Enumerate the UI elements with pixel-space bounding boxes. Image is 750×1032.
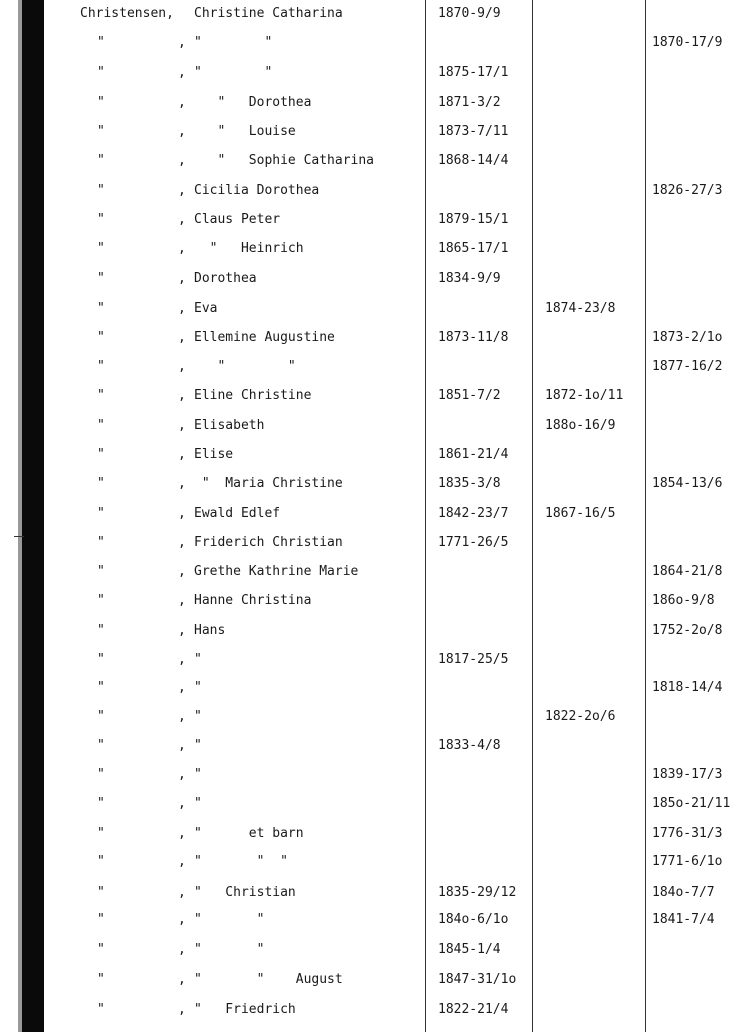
ditto-mark: " (97, 506, 105, 521)
date-col-b: 1835-3/8 (438, 476, 501, 491)
first-names: Hanne Christina (194, 593, 312, 608)
first-names: Eva (194, 301, 218, 316)
ditto-mark: " (97, 418, 105, 433)
date-col-b: 1870-9/9 (438, 6, 501, 21)
comma: , (178, 65, 186, 80)
comma: , (178, 1002, 186, 1017)
date-col-b: 1868-14/4 (438, 153, 509, 168)
ditto-mark: " (97, 1002, 105, 1017)
comma: , (178, 447, 186, 462)
first-names: " " (194, 359, 296, 374)
date-col-b: 184o-6/1o (438, 912, 509, 927)
register-row (0, 709, 750, 733)
date-col-d: 1841-7/4 (652, 912, 715, 927)
register-row (0, 183, 750, 207)
register-row (0, 912, 750, 936)
comma: , (178, 35, 186, 50)
date-col-b: 1835-29/12 (438, 885, 517, 900)
comma: , (178, 826, 186, 841)
first-names: " " (194, 35, 273, 50)
register-row (0, 652, 750, 676)
first-names: " Dorothea (194, 95, 312, 110)
register-row (0, 593, 750, 617)
first-names: Elise (194, 447, 234, 462)
first-names: " Friedrich (194, 1002, 296, 1017)
register-row (0, 680, 750, 704)
date-col-d: 1771-6/1o (652, 854, 723, 869)
date-col-b: 1822-21/4 (438, 1002, 509, 1017)
date-col-c: 1867-16/5 (545, 506, 616, 521)
register-row (0, 388, 750, 412)
first-names: " (194, 796, 202, 811)
register-row (0, 476, 750, 500)
date-col-c: 1874-23/8 (545, 301, 616, 316)
first-names: Friderich Christian (194, 535, 343, 550)
first-names: " Louise (194, 124, 296, 139)
first-names: " " (194, 942, 265, 957)
first-names: Cicilia Dorothea (194, 183, 320, 198)
first-names: " (194, 680, 202, 695)
register-row (0, 447, 750, 471)
date-col-d: 184o-7/7 (652, 885, 715, 900)
date-col-d: 1877-16/2 (652, 359, 723, 374)
first-names: " Heinrich (194, 241, 304, 256)
date-col-d: 1873-2/1o (652, 330, 723, 345)
ditto-mark: " (97, 942, 105, 957)
date-col-b: 1845-1/4 (438, 942, 501, 957)
first-names: Eline Christine (194, 388, 312, 403)
first-names: " " " (194, 854, 288, 869)
register-row (0, 972, 750, 996)
date-col-c: 1872-1o/11 (545, 388, 624, 403)
ditto-mark: " (97, 65, 105, 80)
ditto-mark: " (97, 330, 105, 345)
date-col-b: 1871-3/2 (438, 95, 501, 110)
date-col-b: 1875-17/1 (438, 65, 509, 80)
first-names: Ellemine Augustine (194, 330, 335, 345)
register-row (0, 885, 750, 909)
first-names: " (194, 767, 202, 782)
comma: , (178, 767, 186, 782)
ditto-mark: " (97, 271, 105, 286)
date-col-b: 1865-17/1 (438, 241, 509, 256)
comma: , (178, 942, 186, 957)
comma: , (178, 212, 186, 227)
comma: , (178, 535, 186, 550)
register-row (0, 212, 750, 236)
ditto-mark: " (97, 124, 105, 139)
ditto-mark: " (97, 854, 105, 869)
register-row (0, 330, 750, 354)
register-row (0, 854, 750, 878)
comma: , (178, 738, 186, 753)
first-names: Dorothea (194, 271, 257, 286)
register-row (0, 564, 750, 588)
date-col-b: 1847-31/1o (438, 972, 517, 987)
comma: , (178, 593, 186, 608)
ditto-mark: " (97, 359, 105, 374)
comma: , (178, 476, 186, 491)
ditto-mark: " (97, 388, 105, 403)
date-col-d: 186o-9/8 (652, 593, 715, 608)
ditto-mark: " (97, 241, 105, 256)
date-col-d: 1839-17/3 (652, 767, 723, 782)
comma: , (178, 330, 186, 345)
register-row (0, 124, 750, 148)
ditto-mark: " (97, 885, 105, 900)
ditto-mark: " (97, 153, 105, 168)
date-col-b: 1842-23/7 (438, 506, 509, 521)
register-row (0, 301, 750, 325)
first-names: " (194, 738, 202, 753)
first-names: " Sophie Catharina (194, 153, 375, 168)
register-row (0, 418, 750, 442)
date-col-b: 1873-11/8 (438, 330, 509, 345)
date-col-b: 1873-7/11 (438, 124, 509, 139)
date-col-d: 1776-31/3 (652, 826, 723, 841)
ditto-mark: " (97, 767, 105, 782)
register-row (0, 623, 750, 647)
first-names: " Maria Christine (194, 476, 343, 491)
ditto-mark: " (97, 183, 105, 198)
first-names: " (194, 709, 202, 724)
comma: , (178, 885, 186, 900)
comma: , (178, 709, 186, 724)
register-row (0, 826, 750, 850)
comma: , (178, 972, 186, 987)
register-row (0, 506, 750, 530)
ditto-mark: " (97, 680, 105, 695)
register-row (0, 535, 750, 559)
comma: , (178, 359, 186, 374)
comma: , (178, 301, 186, 316)
ditto-mark: " (97, 593, 105, 608)
date-col-b: 1817-25/5 (438, 652, 509, 667)
first-names: Hans (194, 623, 226, 638)
comma: , (178, 271, 186, 286)
ditto-mark: " (97, 447, 105, 462)
first-names: " " (194, 912, 265, 927)
comma: , (178, 652, 186, 667)
ditto-mark: " (97, 912, 105, 927)
ditto-mark: " (97, 212, 105, 227)
ditto-mark: " (97, 301, 105, 316)
date-col-d: 185o-21/11 (652, 796, 731, 811)
ditto-mark: " (97, 826, 105, 841)
comma: , (178, 564, 186, 579)
ditto-mark: " (97, 95, 105, 110)
ditto-mark: " (97, 535, 105, 550)
register-row (0, 95, 750, 119)
first-names: " Christian (194, 885, 296, 900)
date-col-b: 1861-21/4 (438, 447, 509, 462)
date-col-d: 1870-17/9 (652, 35, 723, 50)
date-col-b: 1879-15/1 (438, 212, 509, 227)
date-col-c: 1822-2o/6 (545, 709, 616, 724)
date-col-b: 1834-9/9 (438, 271, 501, 286)
first-names: " et barn (194, 826, 304, 841)
date-col-d: 1752-2o/8 (652, 623, 723, 638)
date-col-d: 1818-14/4 (652, 680, 723, 695)
ditto-mark: " (97, 972, 105, 987)
surname: Christensen, (80, 6, 174, 21)
comma: , (178, 796, 186, 811)
register-row (0, 796, 750, 820)
header-row (0, 6, 750, 30)
ditto-mark: " (97, 476, 105, 491)
first-names: Claus Peter (194, 212, 281, 227)
ditto-mark: " (97, 709, 105, 724)
comma: , (178, 241, 186, 256)
register-row (0, 359, 750, 383)
register-row (0, 1002, 750, 1026)
date-col-d: 1826-27/3 (652, 183, 723, 198)
ditto-mark: " (97, 796, 105, 811)
first-names: Elisabeth (194, 418, 265, 433)
comma: , (178, 153, 186, 168)
comma: , (178, 183, 186, 198)
register-row (0, 767, 750, 791)
comma: , (178, 418, 186, 433)
register-row (0, 241, 750, 265)
register-row (0, 942, 750, 966)
register-row (0, 35, 750, 59)
date-col-b: 1771-26/5 (438, 535, 509, 550)
comma: , (178, 506, 186, 521)
register-row (0, 271, 750, 295)
ditto-mark: " (97, 623, 105, 638)
comma: , (178, 680, 186, 695)
comma: , (178, 95, 186, 110)
date-col-b: 1833-4/8 (438, 738, 501, 753)
ditto-mark: " (97, 35, 105, 50)
first-names: " (194, 652, 202, 667)
first-names: " " (194, 65, 273, 80)
comma: , (178, 388, 186, 403)
register-row (0, 153, 750, 177)
first-names: Christine Catharina (194, 6, 343, 21)
date-col-c: 188o-16/9 (545, 418, 616, 433)
first-names: " " August (194, 972, 343, 987)
ditto-mark: " (97, 738, 105, 753)
register-row (0, 65, 750, 89)
comma: , (178, 124, 186, 139)
comma: , (178, 623, 186, 638)
date-col-d: 1854-13/6 (652, 476, 723, 491)
ditto-mark: " (97, 564, 105, 579)
first-names: Grethe Kathrine Marie (194, 564, 359, 579)
comma: , (178, 854, 186, 869)
ditto-mark: " (97, 652, 105, 667)
first-names: Ewald Edlef (194, 506, 281, 521)
register-row (0, 738, 750, 762)
comma: , (178, 912, 186, 927)
date-col-d: 1864-21/8 (652, 564, 723, 579)
date-col-b: 1851-7/2 (438, 388, 501, 403)
